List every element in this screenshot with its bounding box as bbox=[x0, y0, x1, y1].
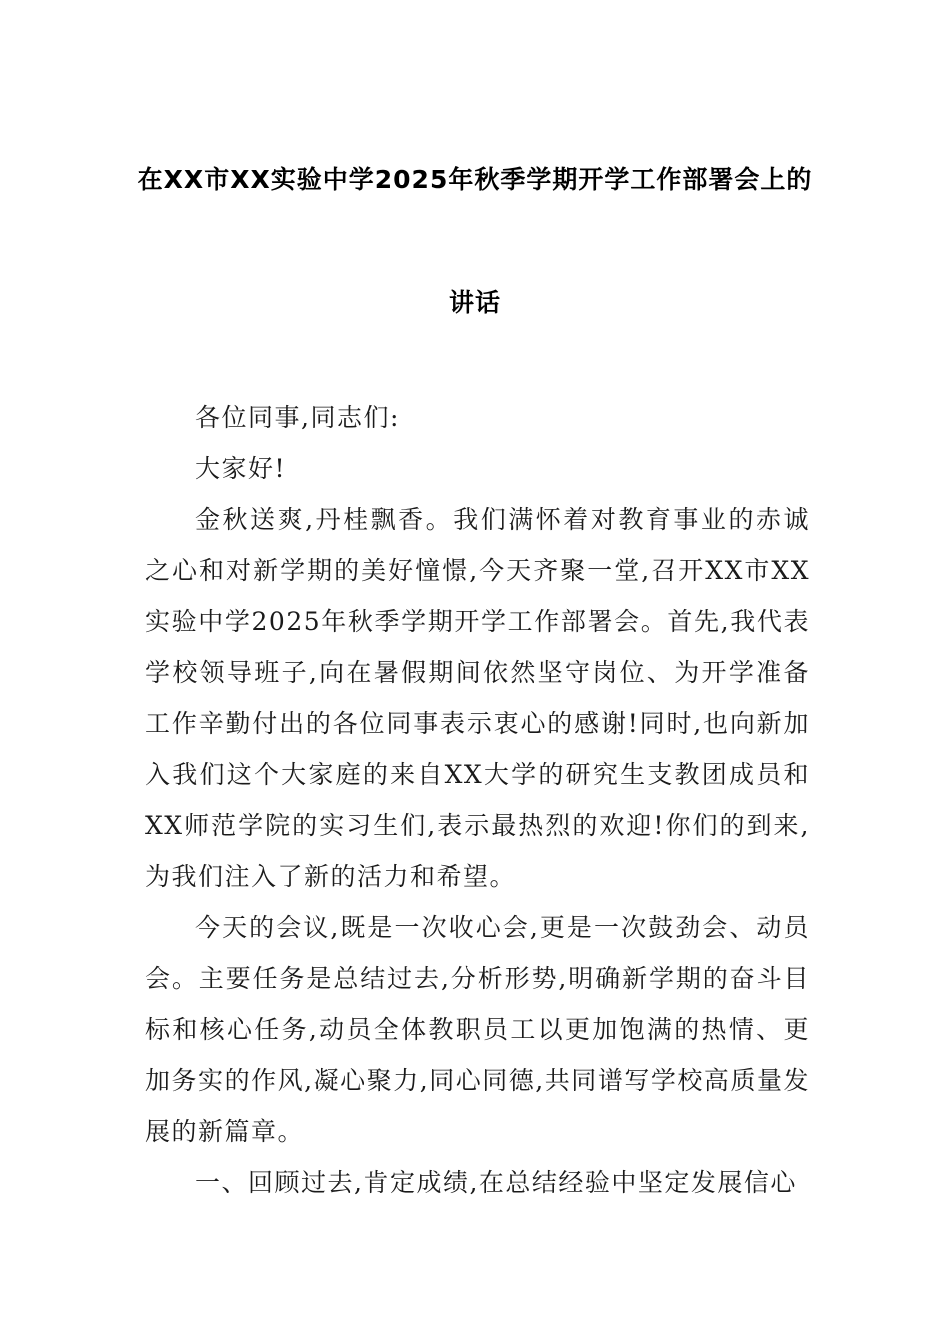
paragraph-opening: 金秋送爽,丹桂飘香。我们满怀着对教育事业的赤诚之心和对新学期的美好憧憬,今天齐聚一堂,召开XX市XX实验中学2025年秋季学期开学工作部署会。首先,我代表学校领导班子,向在暑假期间依然坚守岗位、为开学准备工作辛勤付出的各位同事表示衷心的感谢!同时,也向新加入我们这个大家庭的来自XX大学的研究生支教团成员和XX师范学院的实习生们,表示最热烈的欢迎!你们的到来,为我们注入了新的活力和希望。 bbox=[145, 505, 810, 891]
paragraph-meeting-purpose: 今天的会议,既是一次收心会,更是一次鼓劲会、动员会。主要任务是总结过去,分析形势,明确新学期的奋斗目标和核心任务,动员全体教职员工以更加饱满的热情、更加务实的作风,凝心聚力,同心同德,共同谱写学校高质量发展的新篇章。 bbox=[145, 913, 810, 1146]
salutation: 各位同事,同志们: bbox=[195, 403, 400, 432]
document-title-line-2: 讲话 bbox=[448, 288, 501, 317]
document-body bbox=[145, 392, 810, 1208]
greeting: 大家好! bbox=[195, 454, 287, 483]
document-title-line-1: 在XX市XX实验中学2025年秋季学期开学工作部署会上的 bbox=[137, 165, 813, 194]
section-heading-1: 一、回顾过去,肯定成绩,在总结经验中坚定发展信心 bbox=[195, 1168, 797, 1197]
